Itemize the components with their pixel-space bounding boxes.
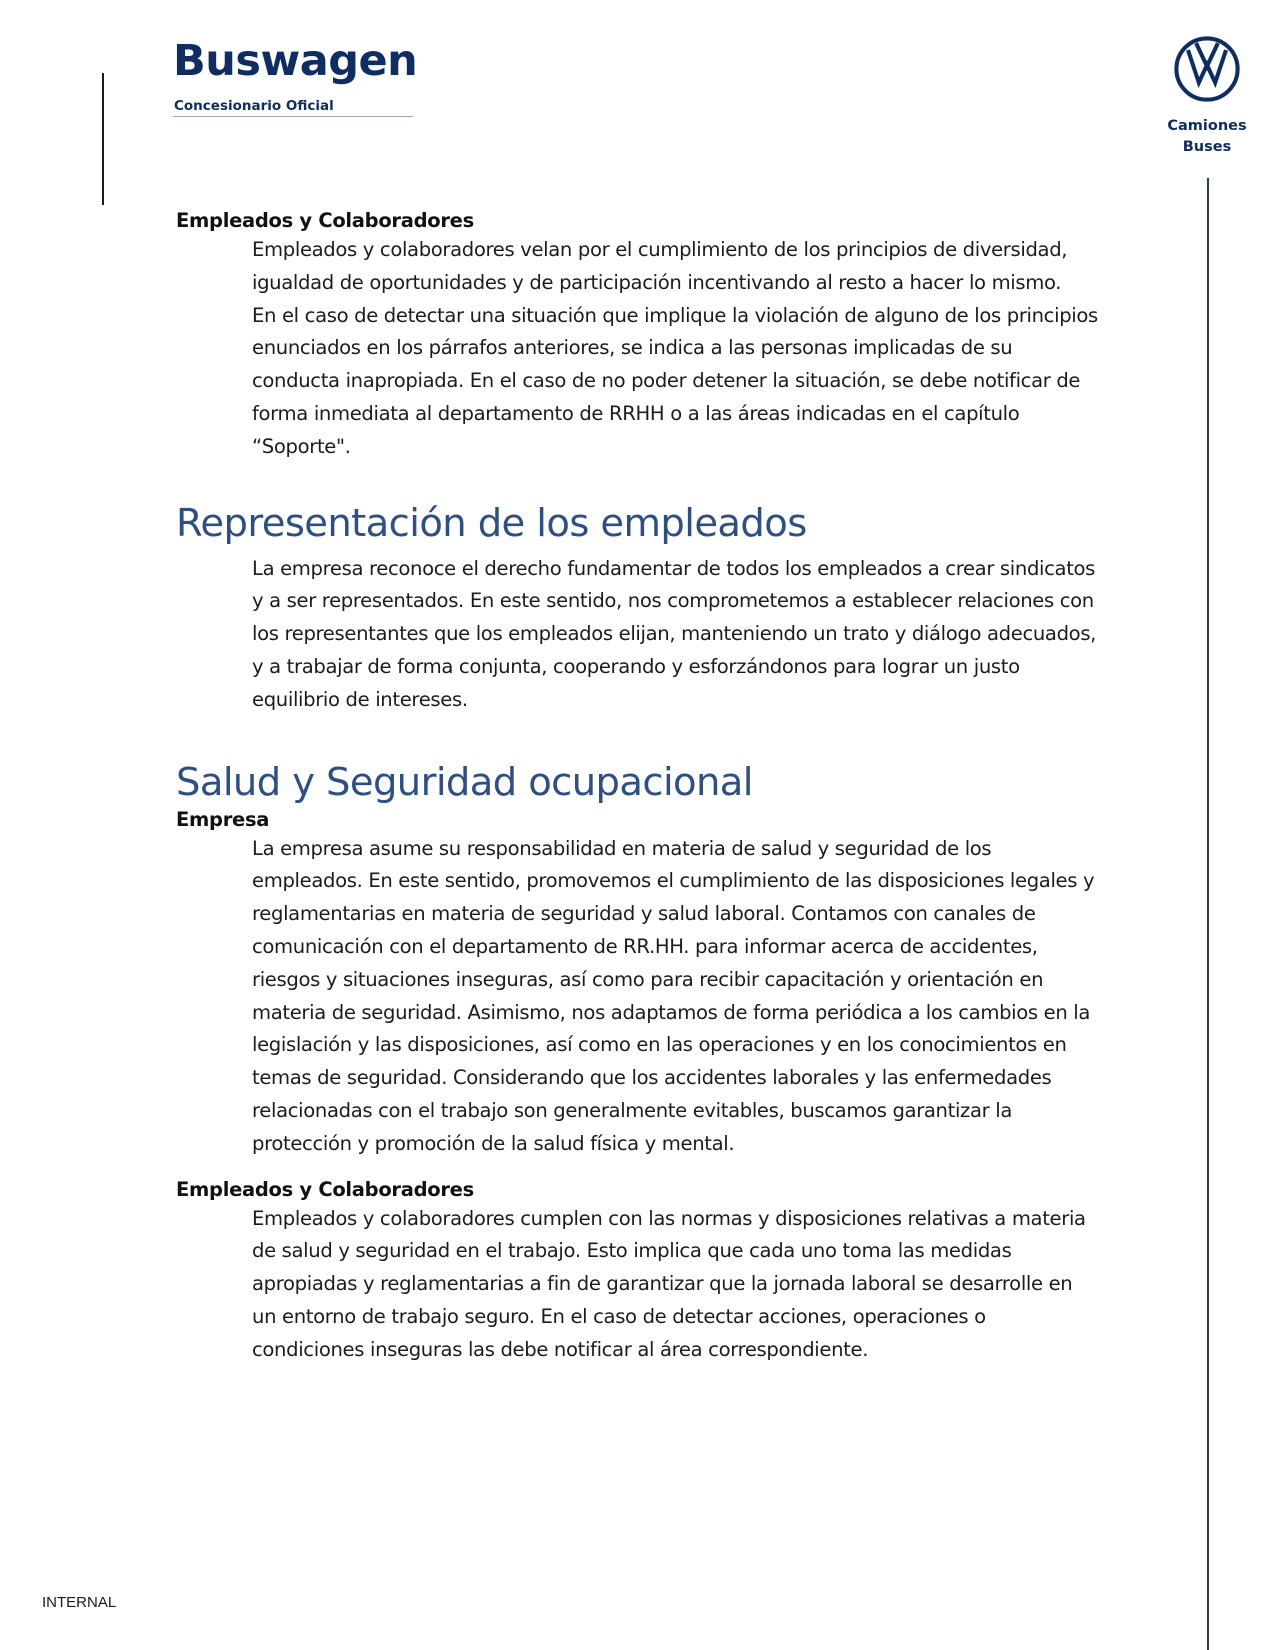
partner-caption-line1: Camiones [1167,118,1247,134]
buswagen-logo-wordmark: Buswagen [173,36,418,86]
subsection-heading: Empleados y Colaboradores [176,209,474,232]
partner-caption-line2: Buses [1182,139,1232,155]
left-margin-rule [102,73,104,205]
paragraph: La empresa reconoce el derecho fundamentar de todos los empleados a crear sindicatos y a ser representados. En este sentido, nos comprometemos a establecer relaciones con los representantes que los empleados elijan, manteniendo un trato y diálogo adecuados, y a trabajar de forma conjunta, cooperando y esforzándonos para lograr un justo equilibrio de intereses. [252,556,1097,711]
paragraph: En el caso de detectar una situación que implique la violación de alguno de los principios enunciados en los párrafos anteriores, se indica a las personas implicadas de su conducta inapropiada. En el caso de no poder detener la situación, se debe notificar de forma inmediata al departamento de RRHH o a las áreas indicadas en el capítulo “Soporte". [252,303,1098,458]
logo-underline [173,116,413,117]
paragraph: Empleados y colaboradores cumplen con las normas y disposiciones relativas a materia de salud y seguridad en el trabajo. Esto implica que cada uno toma las medidas apropiadas y reglamentarias a fin de garantizar que la jornada laboral se desarrolle en un entorno de trabajo seguro. En el caso de detectar acciones, operaciones o condiciones inseguras las debe notificar al área correspondiente. [252,1206,1086,1361]
subsection-heading: Empresa [176,807,270,831]
classification-label: INTERNAL [42,1594,117,1611]
section-title: Salud y Seguridad ocupacional [176,759,753,805]
volkswagen-logo-icon [1173,35,1241,103]
paragraph: La empresa asume su responsabilidad en materia de salud y seguridad de los empleados. En este sentido, promovemos el cumplimiento de las disposiciones legales y reglamentarias en materia de seguridad y salud laboral. Contamos con canales de comunicación con el departamento de RR.HH. para informar acerca de accidentes, riesgos y situaciones inseguras, así como para recibir capacitación y orientación en materia de seguridad. Asimismo, nos adaptamos de forma periódica a los cambios en la legislación y las disposiciones, así como en las operaciones y en los conocimientos en temas de seguridad. Considerando que los accidentes laborales y las enfermedades relacionadas con el trabajo son generalmente evitables, buscamos garantizar la protección y promoción de la salud física y mental. [252,836,1095,1155]
subsection-heading: Empleados y Colaboradores [176,1177,474,1201]
partner-caption [1150,116,1264,158]
document-body [176,208,1106,1367]
right-margin-rule [1207,178,1209,1650]
buswagen-logo-tagline: Concesionario Oficial [174,98,334,114]
paragraph: Empleados y colaboradores velan por el cumplimiento de los principios de diversidad, igualdad de oportunidades y de participación incentivando al resto a hacer lo mismo. [252,238,1068,294]
section-title: Representación de los empleados [176,500,807,546]
